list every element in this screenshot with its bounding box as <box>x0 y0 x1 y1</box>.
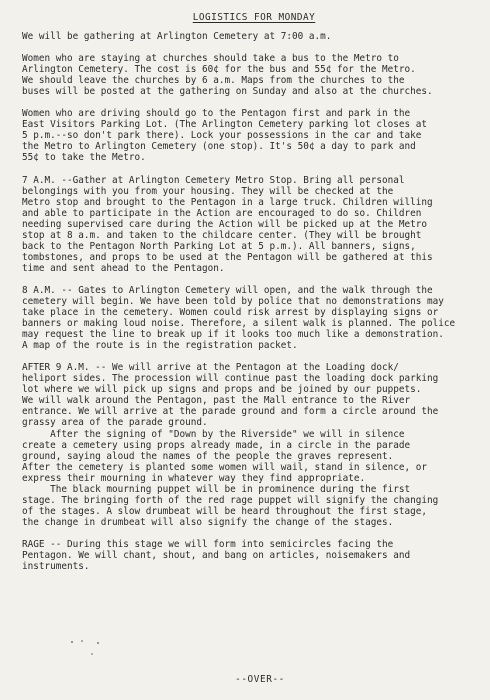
paragraph-cemetery-ritual: After the signing of "Down by the Riverside" we will in silence create a cemetery using props already made, in a circle in the parade ground, saying aloud the names of the people the graves represent. After the cemetery is planted some women will wail, stand in silence, or express their mourning in whatever way they find appropriate. <box>22 428 428 484</box>
paper-specks <box>68 638 128 658</box>
page-footer-over: --OVER-- <box>235 674 285 685</box>
paragraph-gathering-time: We will be gathering at Arlington Cemetery at 7:00 a.m. <box>22 31 332 43</box>
paragraph-rage-stage: RAGE -- During this stage we will form into semicircles facing the Pentagon. We will chant, shout, and bang on articles, noisemakers and instruments. <box>22 538 411 573</box>
paragraph-driving-parking: Women who are driving should go to the Pentagon first and park in the East Visitors Parking Lot. (The Arlington Cemetery parking lot closes at 5 p.m.--so don't park there). Lock your possessions in the car and take the Metro to Arlington Cemetery (one stop). It's 50¢ a day to park and 55¢ to take the Metro. <box>22 108 428 164</box>
paragraph-8am-gates: 8 A.M. -- Gates to Arlington Cemetery will open, and the walk through the cemetery will begin. We have been told by police that no demonstrations may take place in the cemetery. Women could risk arrest by displaying signs or banners or making loud noise. Therefore, a silent walk is planned. The police may request the line to break up if it looks too much like a demonstration. A map of the route is in the registration packet. <box>22 284 456 352</box>
paragraph-after-9am: AFTER 9 A.M. -- We will arrive at the Pentagon at the Loading dock/ heliport sides. The procession will continue past the loading dock parking lot where we will pick up signs and props and be joined by our puppets. We will walk around the Pentagon, past the Mall entrance to the River entrance. We will arrive at the parade ground and form a circle around the grassy area of the parade ground. <box>22 362 439 429</box>
paragraph-7am-gather: 7 A.M. --Gather at Arlington Cemetery Metro Stop. Bring all personal belongings with you from your housing. They will be checked at the Metro stop and brought to the Pentagon in a large truck. Children willing and able to participate in the Action are encouraged to do so. Children needing supervised care during the Action will be picked up at the Metro stop at 8 a.m. and taken to the childcare center. (They will be brought back to the Pentagon North Parking Lot at 5 p.m.). All banners, signs, tombstones, and props to be used at the Pentagon will be gathered at this time and sent ahead to the Pentagon. <box>22 174 433 274</box>
paragraph-mourning-puppet: The black mourning puppet will be in prominence during the first stage. The bringing forth of the red rage puppet will signify the changing of the stages. A slow drumbeat will be heard throughout the first stage, the change in drumbeat will also signify the change of the stages. <box>22 483 439 528</box>
document-title: LOGISTICS FOR MONDAY <box>192 12 316 23</box>
paragraph-churches-transport: Women who are staying at churches should take a bus to the Metro to Arlington Cemetery. The cost is 60¢ for the bus and 55¢ for the Metro. We should leave the churches by 6 a.m. Maps from the churches to the buses will be posted at the gathering on Sunday and also at the churches. <box>22 53 433 98</box>
